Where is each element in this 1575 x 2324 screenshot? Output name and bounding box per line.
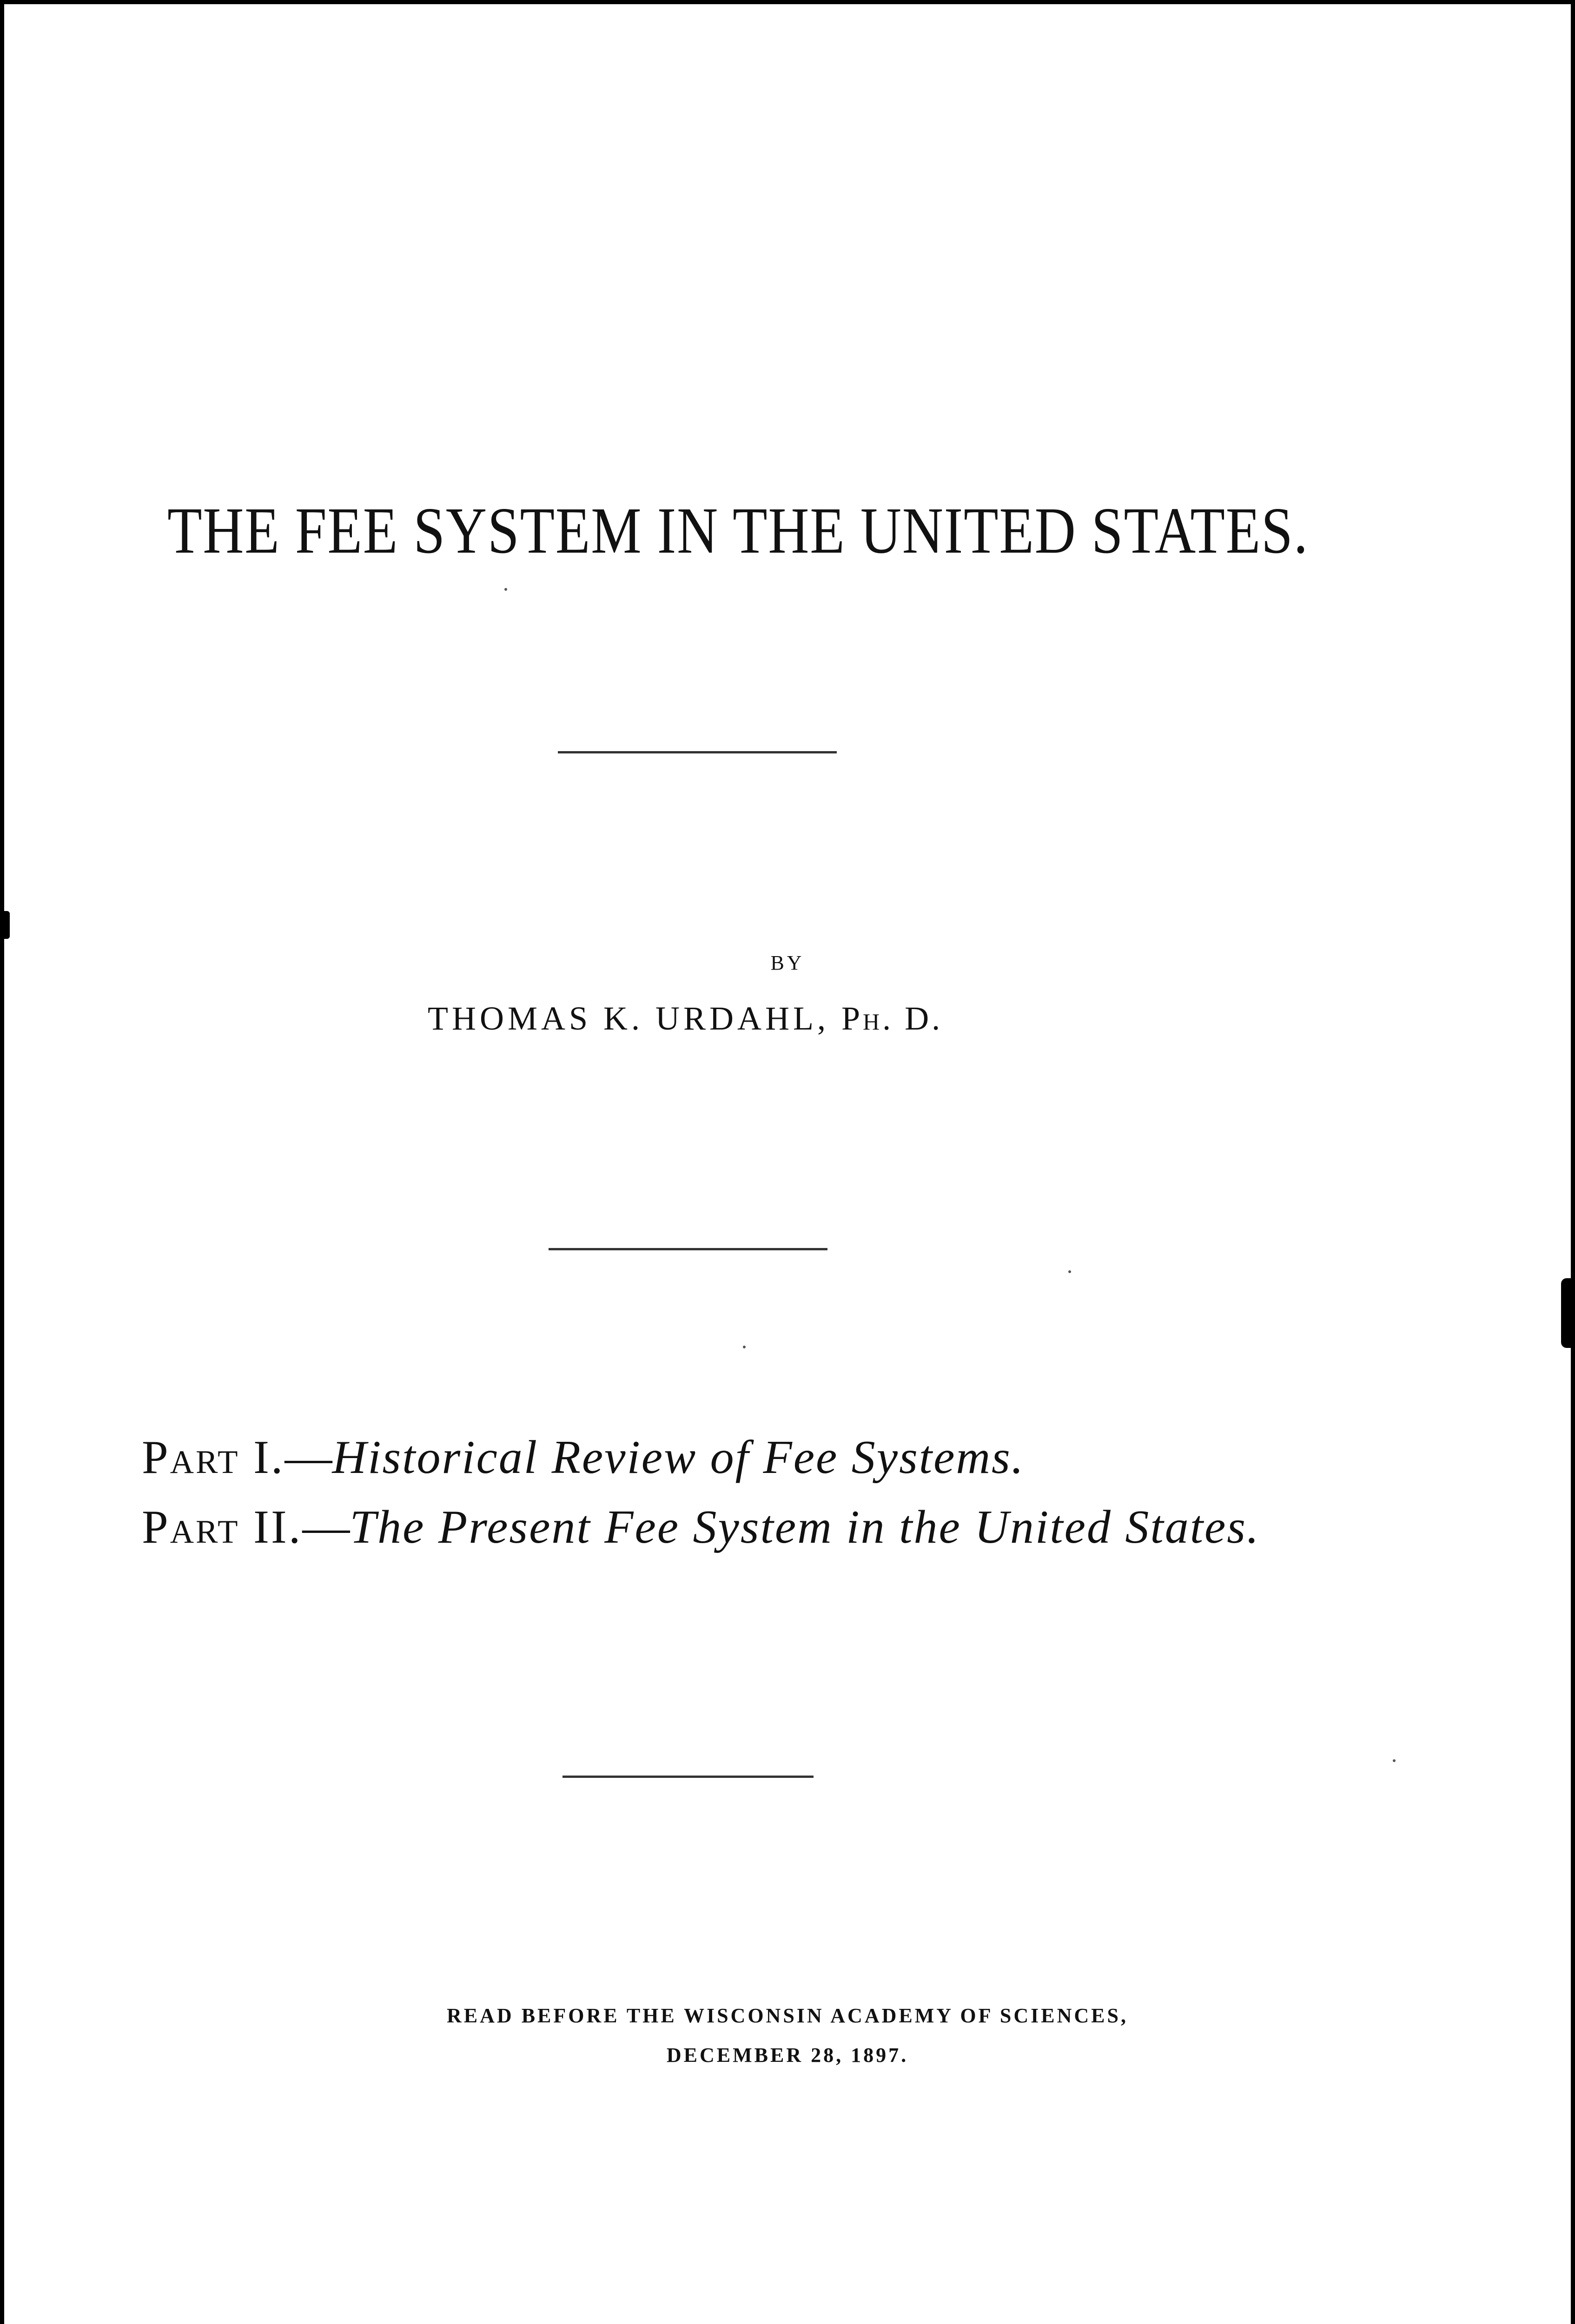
part-dash: — xyxy=(285,1431,332,1484)
reading-date: DECEMBER 28, 1897. xyxy=(666,2044,909,2067)
page-border-left xyxy=(0,0,4,2324)
scan-speck xyxy=(1068,1270,1071,1273)
document-title: THE FEE SYSTEM IN THE UNITED STATES. xyxy=(167,494,1309,567)
part-entry xyxy=(142,1501,1260,1573)
divider-rule xyxy=(558,751,837,753)
part-dash: — xyxy=(302,1501,350,1553)
part-entry xyxy=(142,1431,1260,1504)
reading-note: READ BEFORE THE WISCONSIN ACADEMY OF SCIENCES, xyxy=(447,2004,1128,2027)
part-title: Historical Review of Fee Systems. xyxy=(332,1431,1025,1484)
page-border-right xyxy=(1571,0,1575,2324)
scan-speck xyxy=(743,1346,746,1348)
author-line xyxy=(428,1002,943,1035)
part-title: The Present Fee System in the United States. xyxy=(350,1501,1260,1553)
part-label: Part II. xyxy=(142,1501,303,1553)
scan-edge-mark-right xyxy=(1561,1278,1571,1348)
author-degree: Ph. D. xyxy=(841,1000,943,1037)
scan-edge-mark-left xyxy=(4,911,10,939)
author-name: THOMAS K. URDAHL, xyxy=(428,1000,830,1037)
divider-rule xyxy=(549,1248,827,1250)
by-label: BY xyxy=(770,951,805,974)
scan-speck xyxy=(504,588,507,591)
scan-speck xyxy=(1393,1759,1396,1762)
page-border-top xyxy=(0,0,1575,4)
part-label: Part I. xyxy=(142,1431,285,1484)
divider-rule xyxy=(562,1776,814,1778)
parts-list xyxy=(142,1431,1260,1573)
